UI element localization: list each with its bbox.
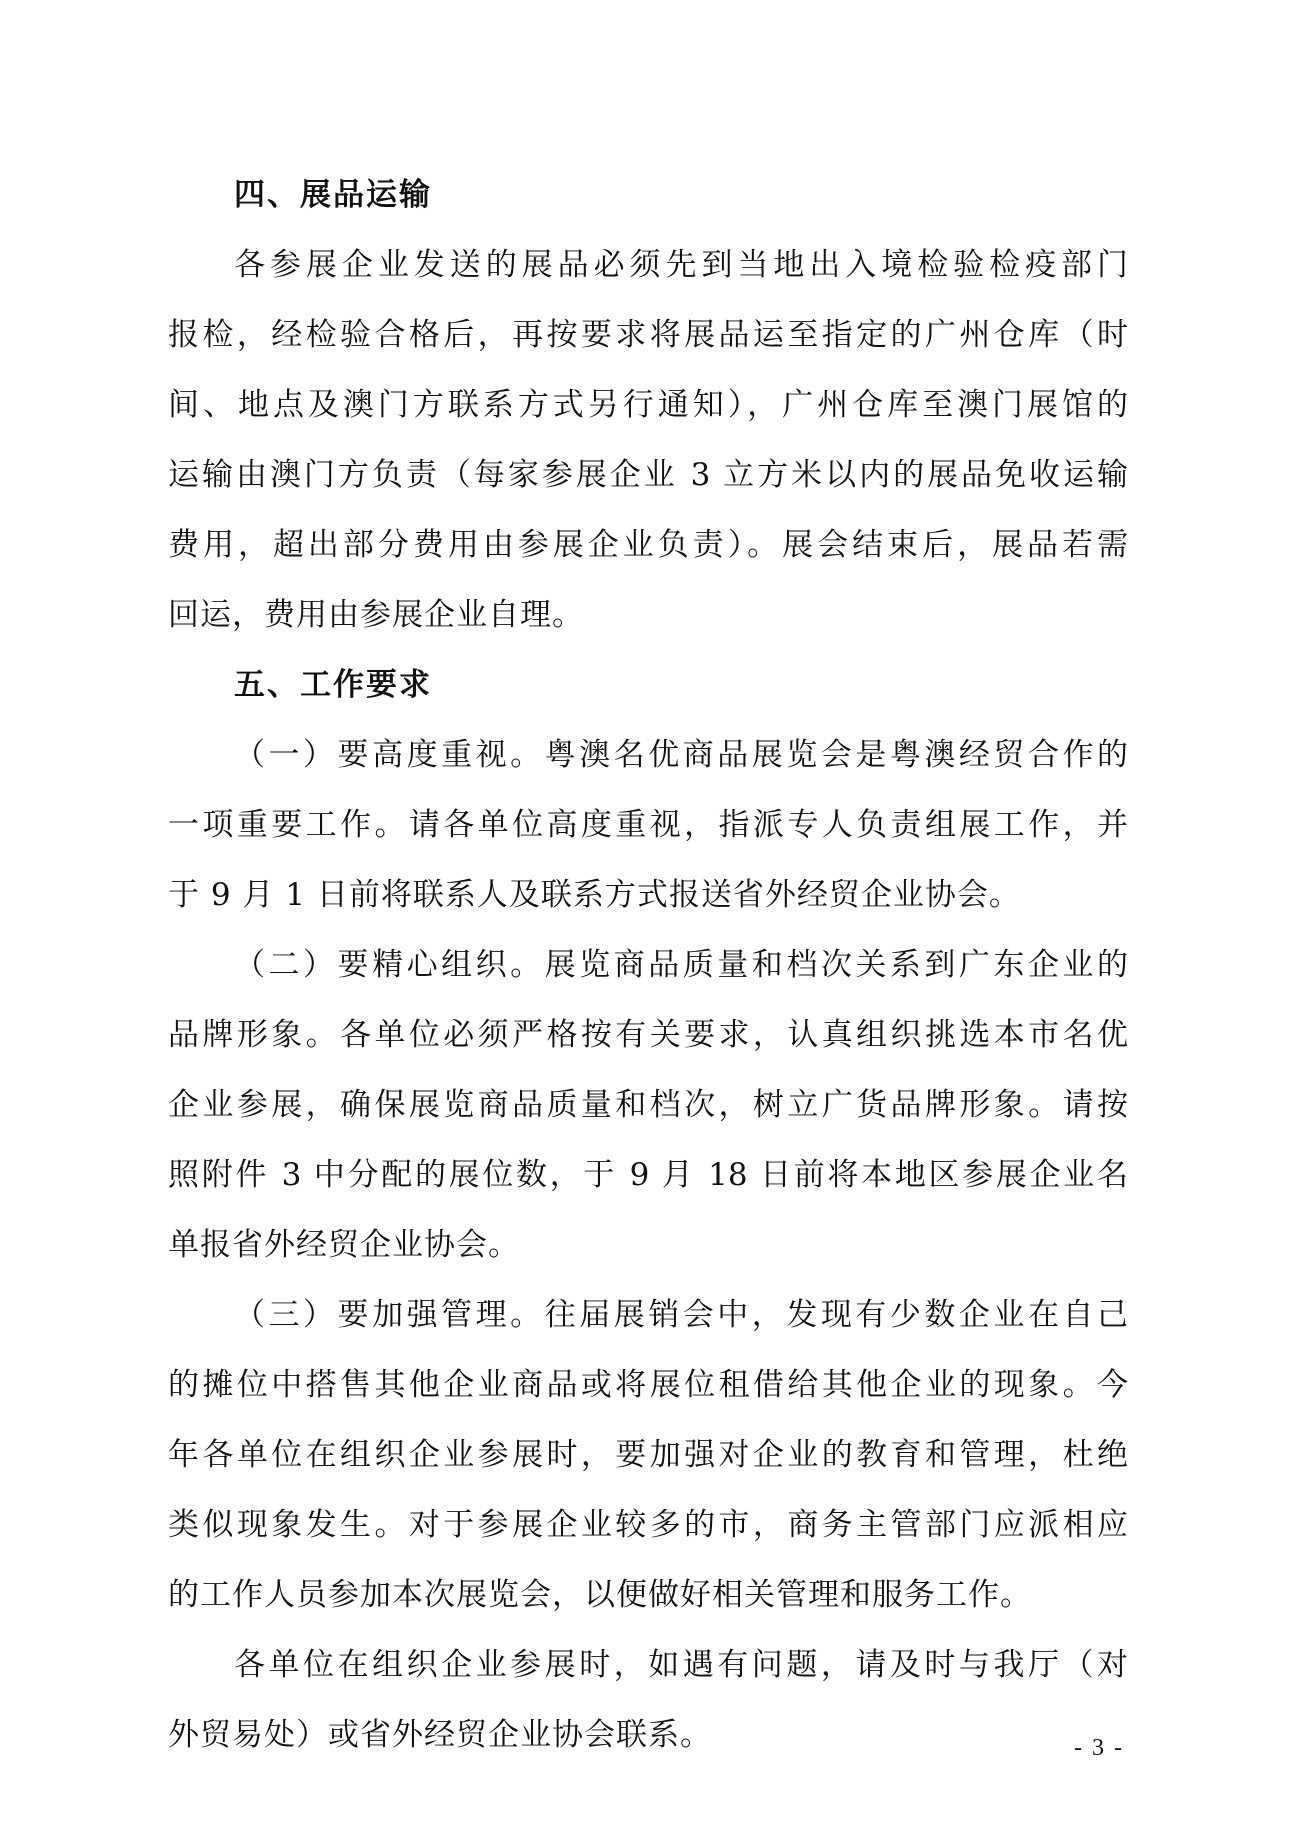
paragraph-1 bbox=[168, 230, 1128, 650]
paragraph-5 bbox=[168, 1630, 1128, 1770]
paragraph-line: 回运，费用由参展企业自理。 bbox=[168, 597, 584, 633]
paragraph-2 bbox=[168, 720, 1128, 930]
section-heading: 五、工作要求 bbox=[234, 667, 432, 703]
paragraph-line: （三）要加强管理。往届展销会中，发现有少数企业在自己 bbox=[234, 1297, 1128, 1333]
paragraph-line: 运输由澳门方负责（每家参展企业 3 立方米以内的展品免收运输 bbox=[168, 457, 1128, 493]
paragraph-line: 一项重要工作。请各单位高度重视，指派专人负责组展工作，并 bbox=[168, 807, 1128, 843]
paragraph-line: 间、地点及澳门方联系方式另行通知），广州仓库至澳门展馆的 bbox=[168, 387, 1128, 423]
page-number: - 3 - bbox=[1074, 1735, 1124, 1761]
paragraph-line: 单报省外经贸企业协会。 bbox=[168, 1227, 520, 1263]
paragraph-line: 类似现象发生。对于参展企业较多的市，商务主管部门应派相应 bbox=[168, 1507, 1128, 1543]
paragraph-line: 品牌形象。各单位必须严格按有关要求，认真组织挑选本市名优 bbox=[168, 1017, 1128, 1053]
paragraph-line: 年各单位在组织企业参展时，要加强对企业的教育和管理，杜绝 bbox=[168, 1437, 1128, 1473]
paragraph-line: 外贸易处）或省外经贸企业协会联系。 bbox=[168, 1717, 712, 1753]
paragraph-4 bbox=[168, 1280, 1128, 1630]
paragraph-line: 各单位在组织企业参展时，如遇有问题，请及时与我厅（对 bbox=[234, 1647, 1128, 1683]
paragraph-line: 费用，超出部分费用由参展企业负责）。展会结束后，展品若需 bbox=[168, 527, 1128, 563]
paragraph-line: （二）要精心组织。展览商品质量和档次关系到广东企业的 bbox=[234, 947, 1128, 983]
paragraph-line: 各参展企业发送的展品必须先到当地出入境检验检疫部门 bbox=[234, 247, 1128, 283]
paragraph-line: 报检，经检验合格后，再按要求将展品运至指定的广州仓库（时 bbox=[168, 317, 1128, 353]
paragraph-line: 照附件 3 中分配的展位数，于 9 月 18 日前将本地区参展企业名 bbox=[168, 1157, 1128, 1193]
paragraph-line: 于 9 月 1 日前将联系人及联系方式报送省外经贸企业协会。 bbox=[168, 877, 1021, 913]
document-body bbox=[168, 160, 1128, 1770]
paragraph-3 bbox=[168, 930, 1128, 1280]
section-heading: 四、展品运输 bbox=[234, 177, 432, 213]
paragraph-line: 的工作人员参加本次展览会，以便做好相关管理和服务工作。 bbox=[168, 1577, 1032, 1613]
paragraph-line: 的摊位中搭售其他企业商品或将展位租借给其他企业的现象。今 bbox=[168, 1367, 1128, 1403]
paragraph-line: 企业参展，确保展览商品质量和档次，树立广货品牌形象。请按 bbox=[168, 1087, 1128, 1123]
paragraph-line: （一）要高度重视。粤澳名优商品展览会是粤澳经贸合作的 bbox=[234, 737, 1128, 773]
